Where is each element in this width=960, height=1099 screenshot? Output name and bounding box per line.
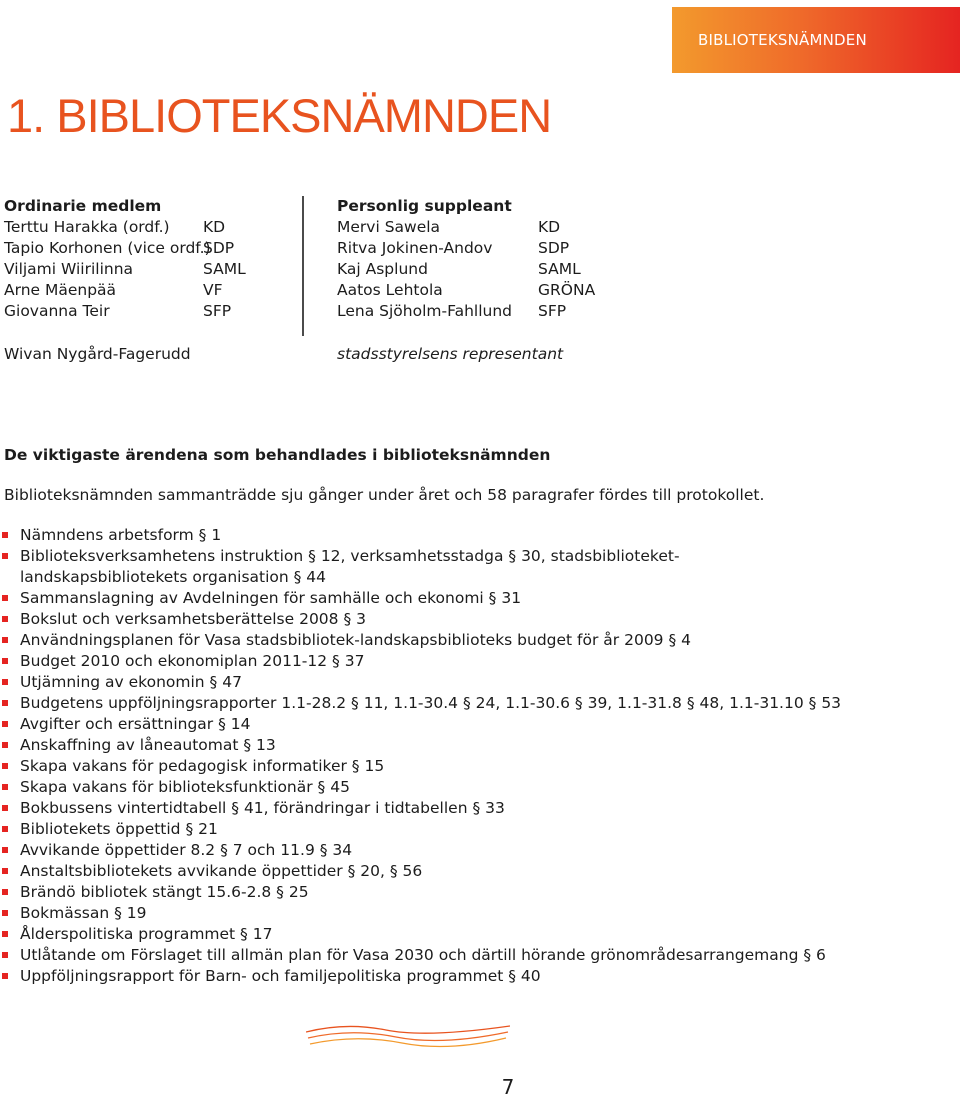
member-row — [4, 217, 226, 238]
list-item — [0, 693, 960, 714]
bullet-square-icon — [2, 805, 8, 811]
bullet-square-icon — [2, 784, 8, 790]
member-party: SDP — [203, 239, 235, 257]
intro-paragraph: Biblioteksnämnden sammanträdde sju gånger under året och 58 paragrafer fördes till protokollet. — [4, 486, 765, 504]
bullet-square-icon — [2, 679, 8, 685]
ordinary-members-column — [4, 196, 246, 322]
wave-lines-icon — [306, 1020, 510, 1070]
bullet-square-icon — [2, 616, 8, 622]
extra-member-role: stadsstyrelsens representant — [337, 345, 564, 363]
list-item-text: Biblioteksverksamhetens instruktion § 12, verksamhetsstadga § 30, stadsbiblioteket-landskapsbibliotekets organisation § 44 — [20, 547, 680, 586]
bullet-square-icon — [2, 847, 8, 853]
member-party: SFP — [203, 302, 232, 320]
bullet-square-icon — [2, 595, 8, 601]
bullet-square-icon — [2, 637, 8, 643]
list-item — [0, 903, 960, 924]
bullet-square-icon — [2, 742, 8, 748]
list-item — [0, 546, 840, 588]
list-item-text: Bokmässan § 19 — [20, 904, 147, 922]
ordinary-members-heading: Ordinarie medlem — [4, 197, 162, 215]
substitute-row — [337, 280, 596, 301]
list-item — [0, 966, 960, 987]
list-item-text: Användningsplanen för Vasa stadsbibliotek-landskapsbiblioteks budget för år 2009 § 4 — [20, 631, 692, 649]
substitute-name: Aatos Lehtola — [337, 281, 443, 299]
substitute-name: Lena Sjöholm-Fahllund — [337, 302, 512, 320]
bullet-square-icon — [2, 973, 8, 979]
list-item — [0, 777, 960, 798]
substitute-party: KD — [538, 218, 561, 236]
member-name: Tapio Korhonen (vice ordf.) — [4, 239, 211, 257]
bullet-square-icon — [2, 532, 8, 538]
bullet-square-icon — [2, 700, 8, 706]
list-item-text: Brändö bibliotek stängt 15.6-2.8 § 25 — [20, 883, 309, 901]
member-party: SAML — [203, 260, 246, 278]
member-row — [4, 280, 223, 301]
list-item-text: Skapa vakans för biblioteksfunktionär § 45 — [20, 778, 350, 796]
member-name: Giovanna Teir — [4, 302, 110, 320]
column-divider — [302, 196, 304, 336]
list-item — [0, 588, 960, 609]
list-item — [0, 882, 960, 903]
list-item-text: Ålderspolitiska programmet § 17 — [20, 925, 273, 943]
list-item-text: Nämndens arbetsform § 1 — [20, 526, 222, 544]
list-item — [0, 924, 960, 945]
substitutes-heading: Personlig suppleant — [337, 197, 512, 215]
section-tab: BIBLIOTEKSNÄMNDEN — [672, 7, 960, 73]
substitute-row — [337, 301, 567, 322]
list-item-text: Avvikande öppettider 8.2 § 7 och 11.9 § 34 — [20, 841, 353, 859]
bullet-square-icon — [2, 553, 8, 559]
member-party: KD — [203, 218, 226, 236]
bullet-square-icon — [2, 868, 8, 874]
list-item — [0, 525, 960, 546]
list-item — [0, 735, 960, 756]
substitute-row — [337, 217, 561, 238]
agenda-list — [0, 525, 960, 987]
list-item-text: Bokbussens vintertidtabell § 41, förändringar i tidtabellen § 33 — [20, 799, 505, 817]
substitute-party: SFP — [538, 302, 567, 320]
list-item-text: Budgetens uppföljningsrapporter 1.1-28.2 § 11, 1.1-30.4 § 24, 1.1-30.6 § 39, 1.1-31.8 § 48, 1.1-31.10 § 53 — [20, 694, 842, 712]
list-item — [0, 945, 960, 966]
substitute-name: Mervi Sawela — [337, 218, 441, 236]
substitute-name: Kaj Asplund — [337, 260, 428, 278]
member-name: Arne Mäenpää — [4, 281, 117, 299]
bullet-square-icon — [2, 952, 8, 958]
substitute-name: Ritva Jokinen-Andov — [337, 239, 493, 257]
list-item-text: Sammanslagning av Avdelningen för samhälle och ekonomi § 31 — [20, 589, 522, 607]
list-item — [0, 819, 960, 840]
list-item — [0, 756, 960, 777]
bullet-square-icon — [2, 931, 8, 937]
page-number: 7 — [501, 1075, 515, 1099]
list-item — [0, 651, 960, 672]
substitutes-column — [337, 196, 596, 322]
list-item-text: Anstaltsbibliotekets avvikande öppettider § 20, § 56 — [20, 862, 423, 880]
member-name: Terttu Harakka (ordf.) — [4, 218, 170, 236]
bullet-square-icon — [2, 658, 8, 664]
list-item-text: Utjämning av ekonomin § 47 — [20, 673, 242, 691]
substitute-row — [337, 238, 570, 259]
bullet-square-icon — [2, 910, 8, 916]
list-item — [0, 861, 960, 882]
section-subheading: De viktigaste ärendena som behandlades i biblioteksnämnden — [4, 446, 551, 464]
list-item-text: Bibliotekets öppettid § 21 — [20, 820, 218, 838]
bullet-square-icon — [2, 763, 8, 769]
list-item — [0, 672, 960, 693]
member-name: Viljami Wiirilinna — [4, 260, 134, 278]
list-item — [0, 714, 960, 735]
list-item — [0, 609, 960, 630]
extra-member-name: Wivan Nygård-Fagerudd — [4, 345, 191, 363]
list-item-text: Utlåtande om Förslaget till allmän plan för Vasa 2030 och därtill hörande grönområdesarrangemang § 6 — [20, 946, 826, 964]
member-row — [4, 301, 232, 322]
list-item — [0, 840, 960, 861]
substitute-party: SDP — [538, 239, 570, 257]
bullet-square-icon — [2, 721, 8, 727]
bullet-square-icon — [2, 889, 8, 895]
substitute-party: GRÖNA — [538, 281, 596, 299]
list-item-text: Anskaffning av låneautomat § 13 — [20, 736, 276, 754]
list-item-text: Bokslut och verksamhetsberättelse 2008 § 3 — [20, 610, 366, 628]
substitute-party: SAML — [538, 260, 581, 278]
bullet-square-icon — [2, 826, 8, 832]
member-row — [4, 238, 235, 259]
list-item-text: Uppföljningsrapport för Barn- och familjepolitiska programmet § 40 — [20, 967, 541, 985]
list-item — [0, 630, 960, 651]
substitute-row — [337, 259, 581, 280]
page-title: 1. BIBLIOTEKSNÄMNDEN — [7, 89, 552, 142]
member-party: VF — [203, 281, 223, 299]
list-item-text: Budget 2010 och ekonomiplan 2011-12 § 37 — [20, 652, 365, 670]
list-item-text: Skapa vakans för pedagogisk informatiker § 15 — [20, 757, 385, 775]
list-item-text: Avgifter och ersättningar § 14 — [20, 715, 251, 733]
list-item — [0, 798, 960, 819]
member-row — [4, 259, 246, 280]
